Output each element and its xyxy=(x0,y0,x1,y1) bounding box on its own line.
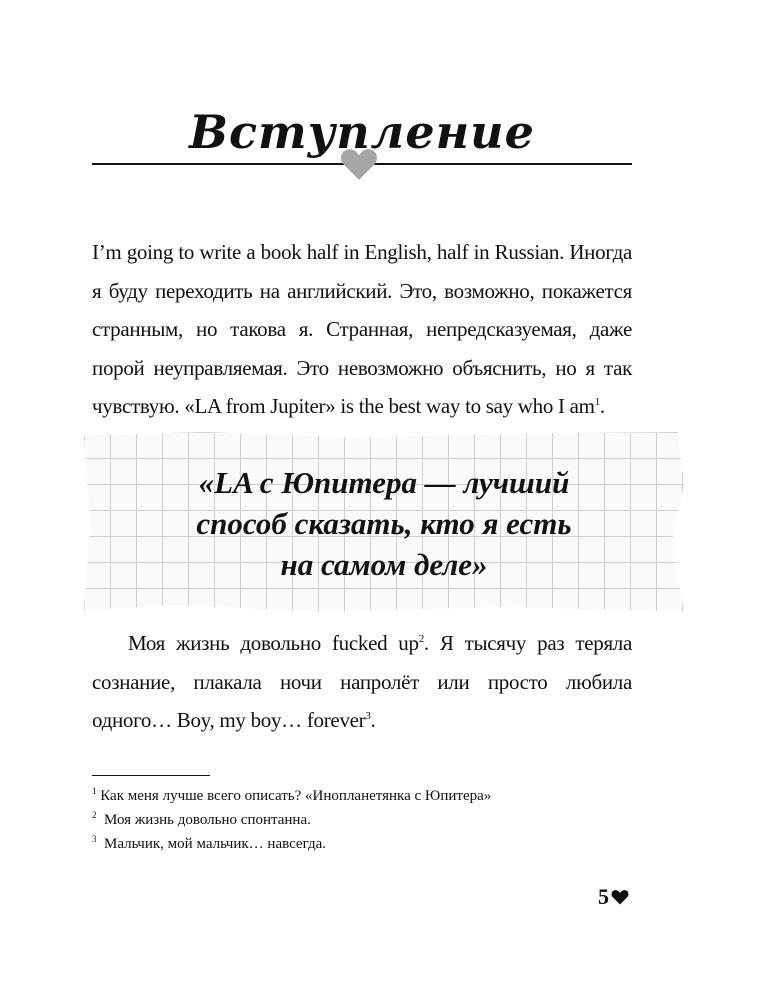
page-number xyxy=(598,884,629,910)
footnote xyxy=(92,832,652,856)
footnote-number: 3 xyxy=(92,834,97,844)
footnote-text: Как меня лучше всего описать? «Инопланетянка с Юпитера» xyxy=(100,788,492,804)
chapter-header xyxy=(92,95,632,185)
second-paragraph xyxy=(92,624,632,740)
footnote-ref-1: 1 xyxy=(594,396,600,408)
footnotes xyxy=(92,784,652,856)
second-text: Моя жизнь довольно fucked up xyxy=(128,631,419,655)
intro-text-end: . xyxy=(599,394,605,418)
chapter-title: Вступление xyxy=(189,105,535,159)
second-text-end: . xyxy=(370,708,376,732)
footnote-ref-2: 2 xyxy=(418,633,424,645)
quote-line-2: способ сказать, кто я есть xyxy=(196,506,572,541)
pull-quote xyxy=(84,462,684,585)
quote-line-3: на самом деле» xyxy=(280,547,488,582)
page-number-text: 5 xyxy=(598,884,609,909)
quote-line-1: «LA с Юпитера — лучший xyxy=(198,465,570,500)
heart-icon xyxy=(340,147,378,181)
intro-paragraph xyxy=(92,233,632,426)
footnote-rule xyxy=(92,775,210,776)
footnote-text: Мальчик, мой мальчик… навсегда. xyxy=(104,836,327,852)
footnote-ref-3: 3 xyxy=(365,710,371,722)
footnote xyxy=(92,808,652,832)
footnote xyxy=(92,784,652,808)
heart-icon xyxy=(611,889,629,905)
intro-text: I’m going to write a book half in English, half in Russian. Иногда я буду переходить на английский. Это, возможно, покажется странным, но такова я. Странная, непредсказуемая, даже порой неуправляемая. Это невозможно объяснить, но я так чувствую. «LA from Jupiter» is the best way to say who I am xyxy=(92,240,632,418)
footnote-number: 2 xyxy=(92,810,97,820)
second-text-mid: . Я тысячу раз теряла сознание, плакала ночи напролёт или просто любила одного… Boy, my boy… forever xyxy=(92,631,633,732)
footnote-text: Моя жизнь довольно спонтанна. xyxy=(104,812,311,828)
footnote-number: 1 xyxy=(92,786,97,796)
